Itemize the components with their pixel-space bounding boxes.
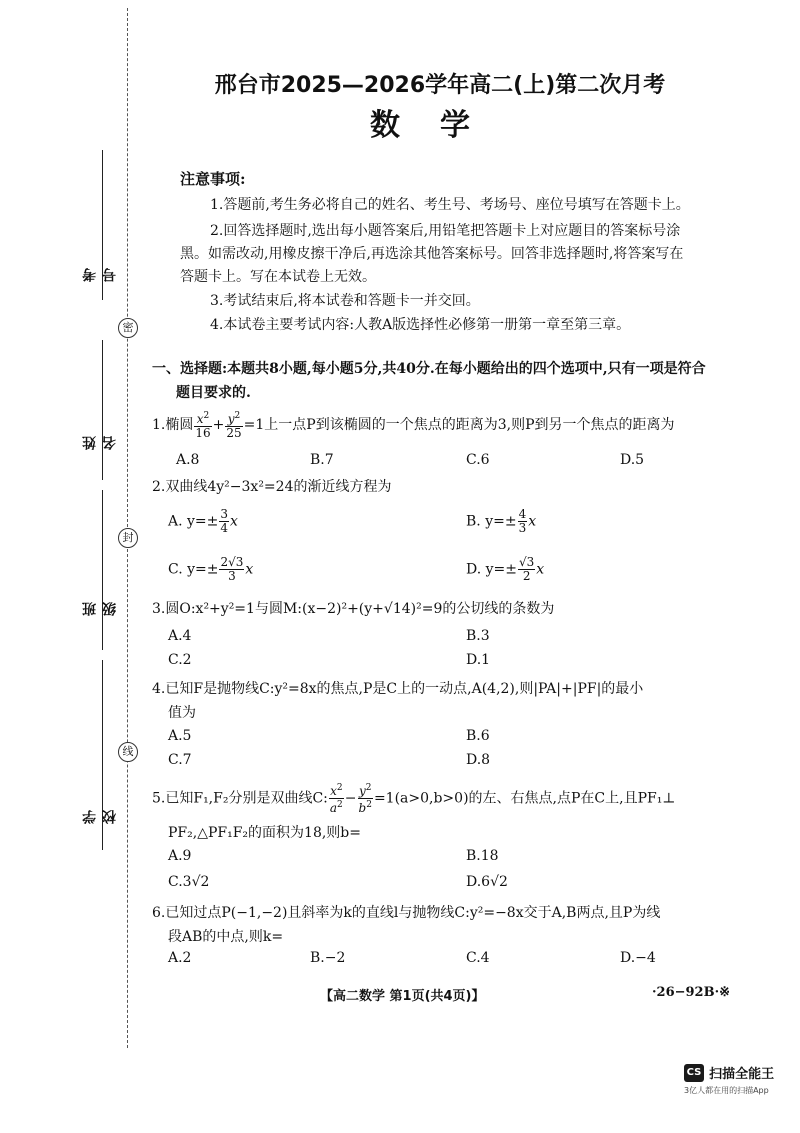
q5-option-a[interactable]: A.9 [168, 848, 192, 864]
fraction: $\frac{y^2}{25}$ [226, 411, 242, 440]
q4-option-d[interactable]: D.8 [466, 752, 491, 768]
q5-option-d[interactable]: D.6√2 [466, 874, 508, 890]
seal-mi: 密 [118, 318, 138, 338]
q1-option-b[interactable]: B.7 [310, 452, 334, 468]
notice-item-2-cont: 黑。如需改动,用橡皮擦干净后,再选涂其他答案标号。回答非选择题时,将答案写在 [180, 246, 684, 262]
q4-option-a[interactable]: A.5 [168, 728, 192, 744]
school-label: 学校 [82, 810, 118, 824]
q4-option-b[interactable]: B.6 [466, 728, 490, 744]
q1-option-d[interactable]: D.5 [620, 452, 645, 468]
question-5: 5.已知F₁,F₂分别是双曲线C: $\frac{x^2}{a^2}$ − $\frac{y^2}{b^2}$ =1(a>0,b>0)的左、右焦点,点P在C上,且PF₁⊥ [152, 783, 676, 815]
scanner-tagline: 3亿人都在用的扫描App [684, 1086, 769, 1095]
q1-option-a[interactable]: A.8 [176, 452, 200, 468]
notice-item-3: 3.考试结束后,将本试卷和答题卡一并交回。 [210, 293, 480, 309]
question-3: 3.圆O:x²+y²=1与圆M:(x−2)²+(y+√14)²=9的公切线的条数为 [152, 601, 555, 617]
q2-option-b[interactable]: B. y=± $\frac{4}{3}$ x [466, 507, 537, 535]
question-2: 2.双曲线4y²−3x²=24的渐近线方程为 [152, 479, 392, 495]
question-6: 6.已知过点P(−1,−2)且斜率为k的直线l与抛物线C:y²=−8x交于A,B两点,且P为线 [152, 905, 661, 921]
q3-option-a[interactable]: A.4 [168, 628, 192, 644]
exam-number-label: 考号 [82, 268, 118, 282]
q6-option-b[interactable]: B.−2 [310, 950, 346, 966]
section-heading-cont: 题目要求的. [176, 385, 251, 401]
q6-option-d[interactable]: D.−4 [620, 950, 656, 966]
notice-item-2-end: 答题卡上。写在本试卷上无效。 [180, 269, 376, 285]
q3-option-d[interactable]: D.1 [466, 652, 491, 668]
fraction: $\frac{x^2}{a^2}$ [329, 783, 343, 815]
q6-option-a[interactable]: A.2 [168, 950, 192, 966]
q2-option-d[interactable]: D. y=± $\frac{√3}{2}$ x [466, 555, 545, 583]
q6-option-c[interactable]: C.4 [466, 950, 490, 966]
q2-option-a[interactable]: A. y=± $\frac{3}{4}$ x [168, 507, 238, 535]
question-6-cont: 段AB的中点,则k= [168, 929, 284, 945]
q5-option-c[interactable]: C.3√2 [168, 874, 210, 890]
q1-option-c[interactable]: C.6 [466, 452, 490, 468]
q5-option-b[interactable]: B.18 [466, 848, 499, 864]
q2-option-c[interactable]: C. y=± $\frac{2√3}{3}$ x [168, 555, 254, 583]
subject-title: 数学 [370, 108, 510, 143]
scanner-watermark [684, 1062, 774, 1096]
q4-option-c[interactable]: C.7 [168, 752, 192, 768]
paper-code: ·26−92B·※ [652, 985, 731, 1000]
q3-option-c[interactable]: C.2 [168, 652, 192, 668]
section-heading: 一、选择题:本题共8小题,每小题5分,共40分.在每小题给出的四个选项中,只有一项是符合 [152, 361, 706, 377]
fraction: $\frac{x^2}{16}$ [195, 411, 211, 440]
name-label: 姓名 [82, 436, 118, 450]
notice-heading: 注意事项: [180, 170, 246, 188]
page-footer: 【高二数学 第1页(共4页)】 [320, 989, 485, 1004]
exam-title: 邢台市2025—2026学年高二(上)第二次月考 [214, 73, 666, 98]
seal-feng: 封 [118, 528, 138, 548]
class-label: 班级 [82, 602, 118, 616]
question-5-cont: PF₂,△PF₁F₂的面积为18,则b= [168, 825, 361, 841]
notice-item-2: 2.回答选择题时,选出每小题答案后,用铅笔把答题卡上对应题目的答案标号涂 [210, 223, 681, 239]
seal-xian: 线 [118, 742, 138, 762]
question-4: 4.已知F是抛物线C:y²=8x的焦点,P是C上的一动点,A(4,2),则|PA|+|PF|的最小 [152, 681, 644, 697]
fraction: $\frac{y^2}{b^2}$ [358, 783, 372, 815]
q3-option-b[interactable]: B.3 [466, 628, 490, 644]
scanner-name: 扫描全能王 [709, 1067, 775, 1082]
question-1: 1.椭圆 $\frac{x^2}{16}$ + $\frac{y^2}{25}$ =1上一点P到该椭圆的一个焦点的距离为3,则P到另一个焦点的距离为 [152, 411, 675, 440]
question-4-cont: 值为 [168, 705, 196, 721]
camscanner-logo-icon: CS [684, 1064, 704, 1082]
notice-item-4: 4.本试卷主要考试内容:人教A版选择性必修第一册第一章至第三章。 [210, 317, 631, 333]
notice-item-1: 1.答题前,考生务必将自己的姓名、考生号、考场号、座位号填写在答题卡上。 [210, 197, 690, 213]
